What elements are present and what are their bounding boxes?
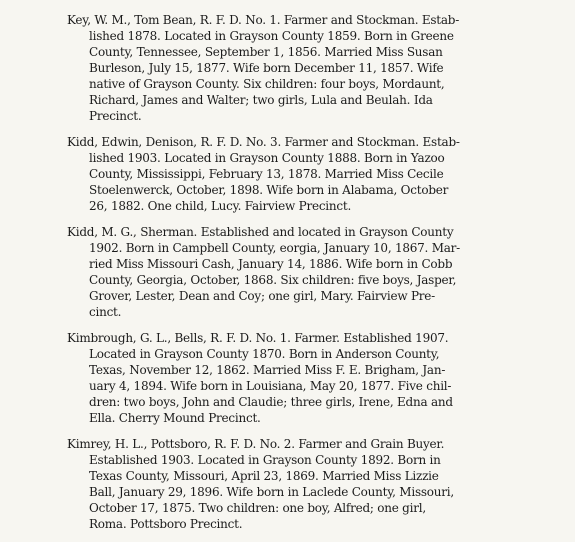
entry-line: cinct. xyxy=(89,305,122,319)
entry-line: County, Tennessee, September 1, 1856. Married Miss Susan xyxy=(89,45,443,59)
entry-key-w-m xyxy=(0,12,575,124)
entry-line: Ella. Cherry Mound Precinct. xyxy=(89,411,261,425)
entry-kimrey-h-l xyxy=(0,436,575,532)
entry-line: County, Georgia, October, 1868. Six children: five boys, Jasper, xyxy=(89,273,457,287)
entry-line: Key, W. M., Tom Bean, R. F. D. No. 1. Farmer and Stockman. Estab- xyxy=(67,13,460,27)
cut-off-header-fragment xyxy=(150,0,575,4)
entry-line: dren: two boys, John and Claudie; three girls, Irene, Edna and xyxy=(89,395,453,409)
entry-line: October 17, 1875. Two children: one boy, Alfred; one girl, xyxy=(89,501,426,515)
entry-line: lished 1878. Located in Grayson County 1859. Born in Greene xyxy=(89,29,454,43)
entry-line: Grover, Lester, Dean and Coy; one girl, Mary. Fairview Pre- xyxy=(89,289,435,303)
directory-entries xyxy=(0,12,575,542)
entry-line: Established 1903. Located in Grayson County 1892. Born in xyxy=(89,453,441,467)
entry-line: ried Miss Missouri Cash, January 14, 1886. Wife born in Cobb xyxy=(89,257,453,271)
entry-line: 1902. Born in Campbell County, eorgia, January 10, 1867. Mar- xyxy=(89,241,460,255)
entry-line: Richard, James and Walter; two girls, Lula and Beulah. Ida xyxy=(89,93,433,107)
entry-line: Texas, November 12, 1862. Married Miss F. E. Brigham, Jan- xyxy=(89,363,446,377)
entry-line: Kimrey, H. L., Pottsboro, R. F. D. No. 2. Farmer and Grain Buyer. xyxy=(67,437,445,451)
entry-line: Burleson, July 15, 1877. Wife born December 11, 1857. Wife xyxy=(89,61,444,75)
entry-line: lished 1903. Located in Grayson County 1888. Born in Yazoo xyxy=(89,151,445,165)
entry-line: uary 4, 1894. Wife born in Louisiana, May 20, 1877. Five chil- xyxy=(89,379,452,393)
entry-line: Ball, January 29, 1896. Wife born in Laclede County, Missouri, xyxy=(89,485,454,499)
entry-line: Located in Grayson County 1870. Born in Anderson County, xyxy=(89,347,440,361)
entry-line: 26, 1882. One child, Lucy. Fairview Precinct. xyxy=(89,199,352,213)
entry-line: Stoelenwerck, October, 1898. Wife born in Alabama, October xyxy=(89,183,449,197)
entry-line: Texas County, Missouri, April 23, 1869. Married Miss Lizzie xyxy=(89,469,439,483)
entry-line: native of Grayson County. Six children: four boys, Mordaunt, xyxy=(89,77,445,91)
entry-kimbrough-g-l xyxy=(0,330,575,426)
entry-line: Kidd, Edwin, Denison, R. F. D. No. 3. Farmer and Stockman. Estab- xyxy=(67,135,460,149)
entry-line: Kidd, M. G., Sherman. Established and located in Grayson County xyxy=(67,225,454,239)
entry-line: Precinct. xyxy=(89,109,142,123)
entry-line: Kimbrough, G. L., Bells, R. F. D. No. 1. Farmer. Established 1907. xyxy=(67,331,449,345)
entry-kidd-m-g xyxy=(0,224,575,320)
entry-line: Roma. Pottsboro Precinct. xyxy=(89,517,243,531)
entry-line: County, Mississippi, February 13, 1878. Married Miss Cecile xyxy=(89,167,444,181)
entry-kidd-edwin xyxy=(0,134,575,214)
